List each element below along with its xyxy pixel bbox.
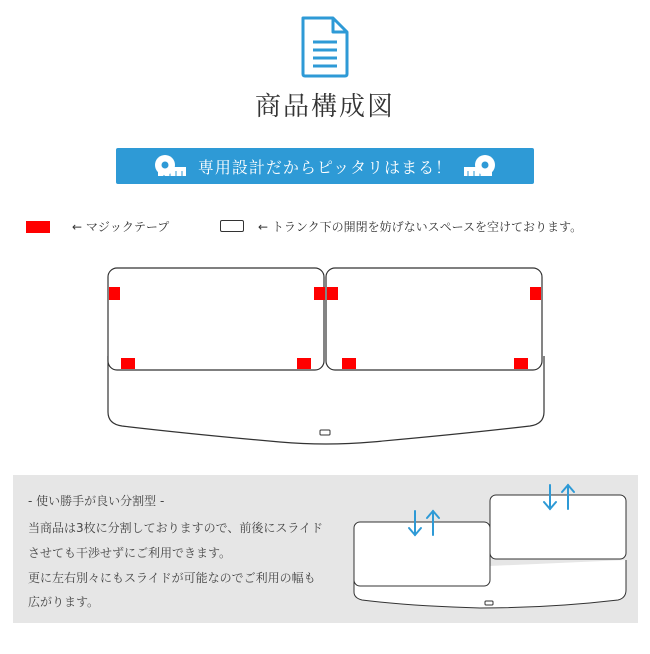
feature-heading: - 使い勝手が良い分割型 - [28, 494, 165, 508]
magic-tape [327, 287, 338, 300]
magic-tape [514, 358, 528, 369]
banner [116, 148, 534, 184]
open-space-label: ← トランク下の開閉を妨げないスペースを空けております。 [258, 220, 583, 234]
feature-text-line: 当商品は3枚に分割しておりますので、前後にスライド [28, 521, 324, 535]
magic-tape [314, 287, 325, 300]
upper-right-mat [490, 495, 626, 559]
upper-left-mat [354, 522, 490, 586]
lower-mat-slot [320, 430, 330, 435]
feature-text-line: させても干渉せずにご利用できます。 [28, 546, 232, 560]
mat-layout-diagram [100, 262, 552, 450]
magic-tape [297, 358, 311, 369]
banner-text: 専用設計だからピッタリはまる！ [197, 157, 453, 177]
magic-tape-swatch [26, 221, 50, 233]
upper-left-mat [108, 268, 324, 370]
magic-tape [109, 287, 120, 300]
sliding-diagram [350, 480, 632, 610]
upper-right-mat [326, 268, 542, 370]
magic-tape [342, 358, 356, 369]
magic-tape [121, 358, 135, 369]
open-space-swatch [220, 220, 244, 232]
document-icon [299, 16, 351, 78]
measuring-tape-icon [462, 154, 496, 178]
lower-mat-slot [485, 601, 493, 605]
page-title: 商品構成図 [254, 92, 395, 122]
feature-text-line: 広がります。 [28, 595, 100, 609]
magic-tape-label: ← マジックテープ [72, 220, 170, 234]
feature-text-line: 更に左右別々にもスライドが可能なのでご利用の幅も [28, 571, 316, 585]
magic-tape [530, 287, 541, 300]
measuring-tape-icon [154, 154, 188, 178]
